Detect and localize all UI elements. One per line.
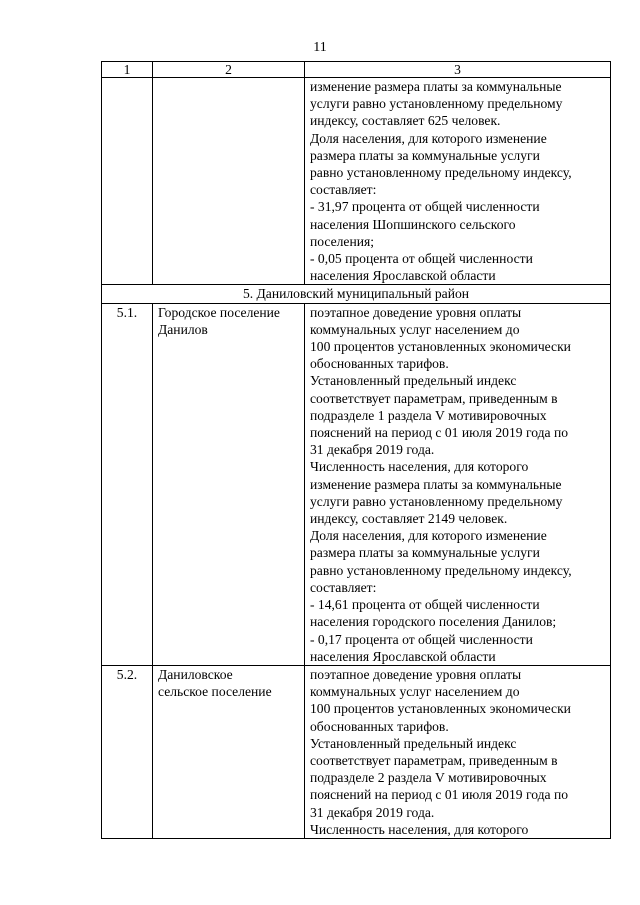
settlement-name-line: Городское поселение bbox=[158, 304, 280, 320]
text-line: Численность населения, для которого bbox=[310, 821, 529, 837]
text-line: Доля населения, для которого изменение bbox=[310, 528, 547, 544]
settlement-name-line: Даниловское bbox=[158, 666, 233, 682]
continuation-name-cell bbox=[153, 78, 305, 285]
text-line: размера платы за коммунальные услуги bbox=[310, 545, 540, 561]
text-line: равно установленному предельному индексу, bbox=[310, 562, 572, 578]
text-line: - 14,61 процента от общей численности bbox=[310, 597, 540, 613]
text-line: 100 процентов установленных экономически bbox=[310, 339, 571, 355]
text-line: изменение размера платы за коммунальные bbox=[310, 79, 562, 94]
text-line: - 31,97 процента от общей численности bbox=[310, 199, 540, 215]
text-line: соответствует параметрам, приведенным в bbox=[310, 752, 558, 768]
text-line: обоснованных тарифов. bbox=[310, 718, 449, 734]
section-title: 5. Даниловский муниципальный район bbox=[102, 285, 611, 303]
description-cell bbox=[305, 303, 611, 665]
text-line: 31 декабря 2019 года. bbox=[310, 804, 435, 820]
text-line: населения Ярославской области bbox=[310, 648, 496, 664]
settlement-name-line: сельское поселение bbox=[158, 684, 272, 700]
description-cell bbox=[305, 665, 611, 838]
header-col-1: 1 bbox=[102, 62, 153, 78]
continuation-number-cell bbox=[102, 78, 153, 285]
text-line: составляет: bbox=[310, 182, 377, 198]
text-line: 100 процентов установленных экономически bbox=[310, 701, 571, 717]
settlement-name-cell bbox=[153, 665, 305, 838]
text-line: подразделе 2 раздела V мотивировочных bbox=[310, 770, 547, 786]
text-line: населения Ярославской области bbox=[310, 268, 496, 284]
text-line: поэтапное доведение уровня оплаты bbox=[310, 666, 522, 682]
header-col-3: 3 bbox=[305, 62, 611, 78]
text-line: равно установленному предельному индексу, bbox=[310, 165, 572, 181]
text-line: - 0,05 процента от общей численности bbox=[310, 251, 533, 267]
text-line: изменение размера платы за коммунальные bbox=[310, 476, 562, 492]
text-line: подразделе 1 раздела V мотивировочных bbox=[310, 407, 547, 423]
text-line: коммунальных услуг населением до bbox=[310, 321, 520, 337]
row-number: 5.2. bbox=[102, 665, 153, 838]
continuation-text-cell bbox=[305, 78, 611, 285]
text-line: поселения; bbox=[310, 233, 375, 249]
continuation-row bbox=[102, 78, 611, 285]
section-row bbox=[102, 285, 611, 303]
table-row-5-1 bbox=[102, 303, 611, 665]
table-row-5-2 bbox=[102, 665, 611, 838]
text-line: Доля населения, для которого изменение bbox=[310, 130, 547, 146]
text-line: составляет: bbox=[310, 579, 377, 595]
settlement-name-line: Данилов bbox=[158, 321, 208, 337]
text-line: индексу, составляет 625 человек. bbox=[310, 113, 501, 129]
text-line: Установленный предельный индекс bbox=[310, 735, 517, 751]
text-line: населения Шопшинского сельского bbox=[310, 216, 516, 232]
text-line: пояснений на период с 01 июля 2019 года по bbox=[310, 425, 569, 441]
text-line: услуги равно установленному предельному bbox=[310, 493, 563, 509]
text-line: населения городского поселения Данилов; bbox=[310, 614, 557, 630]
text-line: Численность населения, для которого bbox=[310, 459, 529, 475]
text-line: поэтапное доведение уровня оплаты bbox=[310, 304, 522, 320]
table-header-row bbox=[102, 62, 611, 78]
page-number: 11 bbox=[313, 40, 327, 55]
text-line: Установленный предельный индекс bbox=[310, 373, 517, 389]
text-line: коммунальных услуг населением до bbox=[310, 684, 520, 700]
text-line: услуги равно установленному предельному bbox=[310, 96, 563, 112]
document-table bbox=[101, 61, 611, 839]
text-line: - 0,17 процента от общей численности bbox=[310, 631, 533, 647]
text-line: обоснованных тарифов. bbox=[310, 356, 449, 372]
text-line: размера платы за коммунальные услуги bbox=[310, 147, 540, 163]
row-number: 5.1. bbox=[102, 303, 153, 665]
text-line: индексу, составляет 2149 человек. bbox=[310, 511, 508, 527]
text-line: пояснений на период с 01 июля 2019 года по bbox=[310, 787, 569, 803]
settlement-name-cell bbox=[153, 303, 305, 665]
header-col-2: 2 bbox=[153, 62, 305, 78]
text-line: соответствует параметрам, приведенным в bbox=[310, 390, 558, 406]
text-line: 31 декабря 2019 года. bbox=[310, 442, 435, 458]
